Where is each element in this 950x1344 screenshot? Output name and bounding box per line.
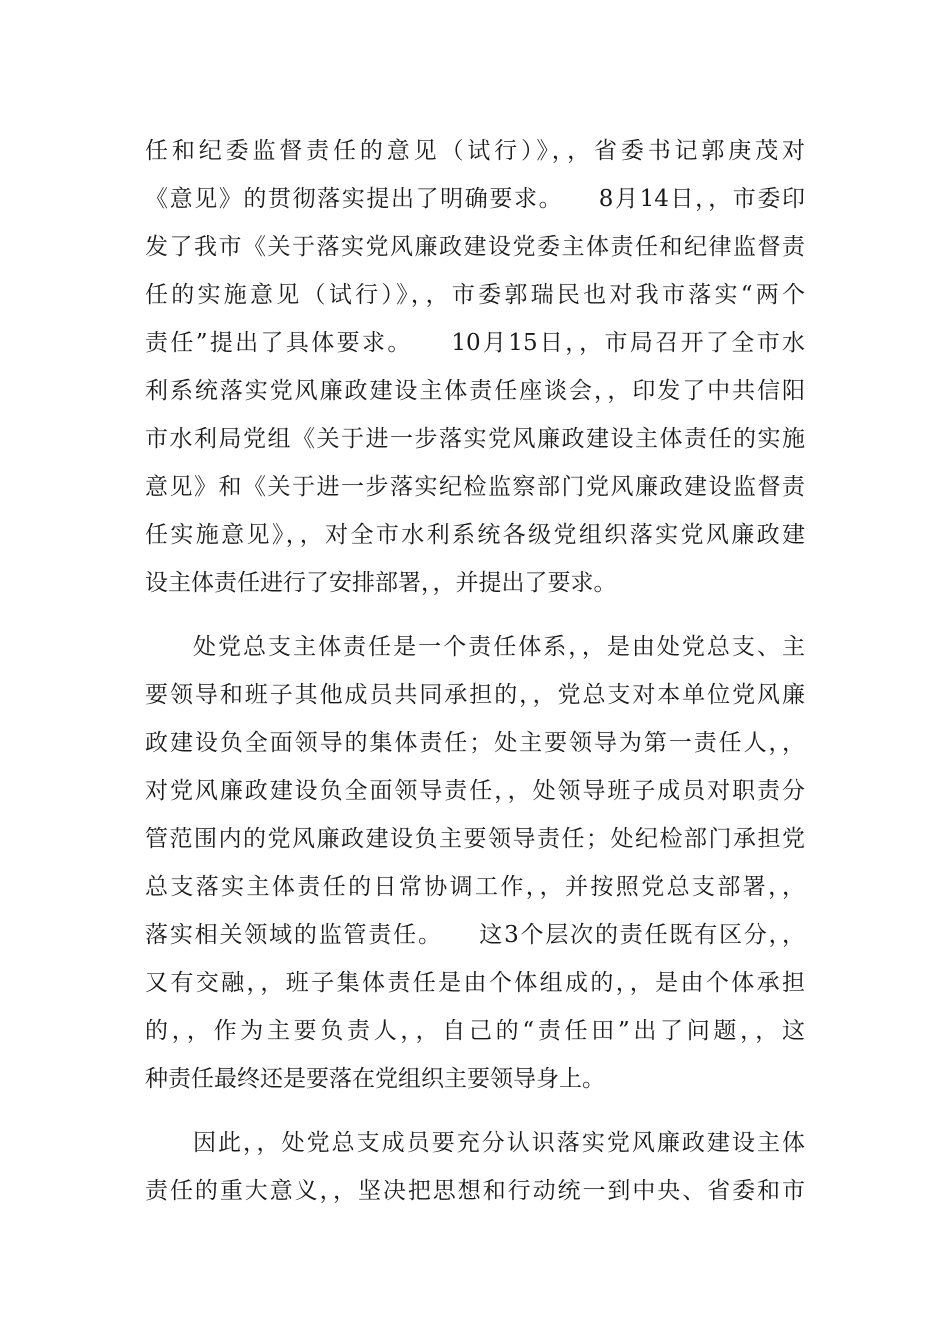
text-line: 设主体责任进行了安排部署，，并提出了要求。 <box>145 570 617 596</box>
text-line: 政建设负全面领导的集体责任；处主要领导为第一责任人，， <box>145 730 805 756</box>
text-line: 的，，作为主要负责人，，自己的“责任田”出了问题，，这 <box>145 1018 805 1044</box>
text-line: 发了我市《关于落实党风廉政建设党委主体责任和纪律监督责 <box>145 234 805 260</box>
text-line: 落实相关领域的监管责任。 这3个层次的责任既有区分，， <box>145 922 805 948</box>
text-line: 利系统落实党风廉政建设主体责任座谈会，，印发了中共信阳 <box>145 378 805 404</box>
text-line: 管范围内的党风廉政建设负主要领导责任；处纪检部门承担党 <box>145 826 805 852</box>
text-line: 对党风廉政建设负全面领导责任，，处领导班子成员对职责分 <box>145 778 805 804</box>
text-line: 责任的重大意义，，坚决把思想和行动统一到中央、省委和市 <box>145 1178 805 1204</box>
text-line: 任的实施意见（试行）》，，市委郭瑞民也对我市落实“两个 <box>145 282 805 308</box>
text-line: 处党总支主体责任是一个责任体系，，是由处党总支、主 <box>193 634 805 660</box>
text-line: 因此，，处党总支成员要充分认识落实党风廉政建设主体 <box>193 1130 805 1156</box>
text-line: 要领导和班子其他成员共同承担的，，党总支对本单位党风廉 <box>145 682 805 708</box>
text-line: 任实施意见》，，对全市水利系统各级党组织落实党风廉政建 <box>145 522 805 548</box>
text-line: 《意见》的贯彻落实提出了明确要求。 8月14日，，市委印 <box>145 186 805 212</box>
text-line: 市水利局党组《关于进一步落实党风廉政建设主体责任的实施 <box>145 426 805 452</box>
text-line: 种责任最终还是要落在党组织主要领导身上。 <box>145 1066 605 1092</box>
text-line: 又有交融，，班子集体责任是由个体组成的，，是由个体承担 <box>145 970 805 996</box>
text-line: 责任”提出了具体要求。 10月15日，，市局召开了全市水 <box>145 330 805 356</box>
text-line: 任和纪委监督责任的意见（试行）》，，省委书记郭庚茂对 <box>145 138 805 164</box>
text-line: 总支落实主体责任的日常协调工作，，并按照党总支部署，， <box>145 874 805 900</box>
text-line: 意见》和《关于进一步落实纪检监察部门党风廉政建设监督责 <box>145 474 805 500</box>
